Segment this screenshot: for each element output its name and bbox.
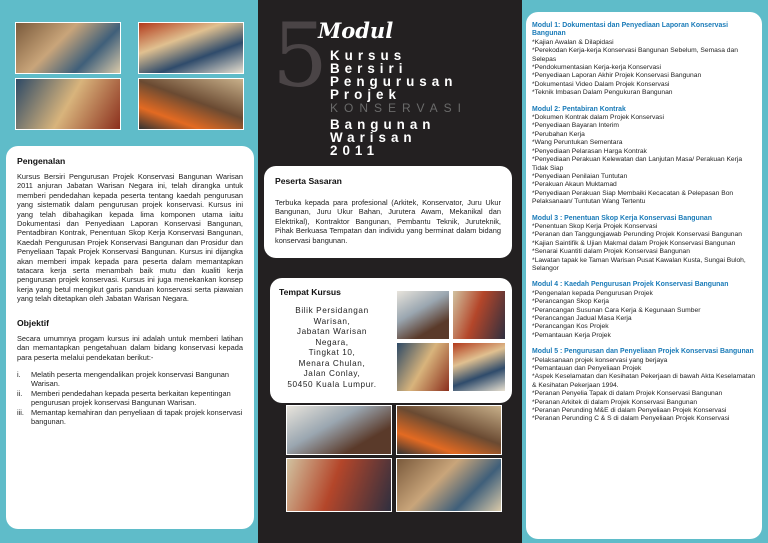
title-line: Bangunan <box>330 117 436 132</box>
list-item: *Wang Peruntukan Sementara <box>532 139 623 147</box>
list-item: ii. Memberi pendedahan kepada peserta berkaitan kepentingan pengurusan projek konservasi Bangunan Warisan. <box>17 388 231 408</box>
course-title-block <box>268 4 518 168</box>
modul-label: Modul <box>318 18 394 43</box>
course-photo <box>286 458 392 512</box>
module-section <box>532 106 756 207</box>
list-item: *Pemantauan dan Penyeliaan Projek <box>532 365 642 373</box>
course-photo <box>396 458 502 512</box>
list-item: *Aspek Keselamatan dan Kesihatan Pekerjaan di bawah Akta Keselamatan & Kesihatan Pekerjaan 1994. <box>532 373 756 389</box>
tempat-card <box>270 278 512 403</box>
list-item: *Kajian Saintifik & Ujian Makmal dalam Projek Konservasi Bangunan <box>532 239 736 247</box>
peserta-card <box>264 166 512 258</box>
list-item: *Penyediaan Perakuan Kelewatan dan Lanjutan Masa/ Perakuan Kerja Tidak Siap <box>532 156 743 172</box>
title-line: 2011 <box>330 143 380 158</box>
list-item: *Kajian Awalan & Dilapidasi <box>532 38 614 46</box>
list-item: *Perancangan Jadual Masa Kerja <box>532 315 632 322</box>
list-item: *Peranan Arkitek di dalam Projek Konservasi Bangunan <box>532 398 698 406</box>
tempat-title: Tempat Kursus <box>279 287 341 297</box>
title-line: Pengurusan <box>330 74 458 89</box>
pengenalan-title: Pengenalan <box>17 156 66 166</box>
title-line: Bersiri <box>330 61 408 76</box>
list-item: iii. Memantap kemahiran dan penyeliaan di tapak projek konservasi bangunan. <box>17 407 243 426</box>
list-item: *Pelaksanaan projek konservasi yang berjaya <box>532 356 668 364</box>
venue-photo <box>452 342 506 392</box>
list-item: *Perancangan Kos Projek <box>532 323 609 331</box>
module-title: Modul 5 : Pengurusan dan Penyeliaan Projek Konservasi Bangunan <box>532 348 754 356</box>
list-item: *Dokumentasi Video Dalam Projek Konservasi <box>532 80 670 88</box>
module-section <box>532 348 756 424</box>
venue-photo <box>396 342 450 392</box>
course-photo <box>15 78 121 130</box>
list-item: *Penyediaan Perakuan Siap Membaiki Kecacatan & Pelepasan Bon Pelaksanaan/ Tuntutan Wang Tertentu <box>532 189 734 206</box>
list-item: *Perekodan Kerja-kerja Konservasi Bangunan Sebelum, Semasa dan Selepas <box>532 47 738 63</box>
course-photo <box>286 405 392 455</box>
peserta-title: Peserta Sasaran <box>275 176 342 186</box>
module-title: Modul 3 : Penentuan Skop Kerja Konservasi Bangunan <box>532 214 712 222</box>
venue-photo <box>396 290 450 340</box>
module-title: Modul 1: Dokumentasi dan Penyediaan Laporan Konservasi Bangunan <box>532 22 729 38</box>
module-title: Modul 2: Pentabiran Kontrak <box>532 105 626 113</box>
objektif-body: Secara umumnya progam kursus ini adalah untuk memberi latihan dan memantapkan pengetahuan dalam bidang konservasi kepada para peserta melalui pendekatan berikut:- <box>17 333 243 362</box>
list-item: *Lawatan tapak ke Taman Warisan Pusat Kawalan Kusta, Sungai Buloh, Selangor <box>532 256 746 272</box>
list-item: *Peranan dan Tanggungjawab Perunding Projek Konservasi Bangunan <box>532 231 742 239</box>
list-item: *Pemantauan Kerja Projek <box>532 331 611 339</box>
list-item: *Teknik Imbasan Dalam Pengukuran Bangunan <box>532 89 673 97</box>
module-section <box>532 215 756 274</box>
course-photo <box>15 22 121 74</box>
pengenalan-card <box>6 146 254 529</box>
course-photo <box>138 22 244 74</box>
module-number: 5 <box>272 4 328 107</box>
list-item: *Pendokumentasian Kerja-kerja Konservasi <box>532 64 661 72</box>
list-item: *Penyediaan Laporan Akhir Projek Konservasi Bangunan <box>532 72 702 80</box>
peserta-body: Terbuka kepada para profesional (Arkitek, Konservator, Juru Ukur Bangunan, Juru Ukur Bahan, Jurutera Awam, Mekanikal dan Elektrikal), Kontraktor Bangunan, Pembantu Teknik, Juruteknik, Pihak Berkuasa Tempatan dan individu yang berminat dalam bidang konservasi bangunan. <box>275 198 501 245</box>
objektif-list <box>17 370 243 426</box>
list-item: *Senarai Kuantiti dalam Projek Konservasi Bangunan <box>532 248 690 256</box>
list-item: *Peranan Perunding C & S di dalam Penyeliaan Projek Konservasi <box>532 415 730 423</box>
list-item: *Peranan Penyelia Tapak di dalam Projek Konservasi Bangunan <box>532 390 723 398</box>
list-item: *Perubahan Kerja <box>532 130 585 138</box>
list-item: *Penentuan Skop Kerja Projek Konservasi <box>532 222 658 230</box>
list-item: *Penyediaan Penilaian Tuntutan <box>532 172 628 180</box>
list-item: *Penyediaan Bayaran Interim <box>532 122 619 130</box>
list-item: *Penyediaan Pelarasan Harga Kontrak <box>532 147 647 155</box>
course-photo <box>138 78 244 130</box>
konservasi-label: KONSERVASI <box>330 101 467 115</box>
modules-card <box>526 12 762 539</box>
venue-photo <box>452 290 506 340</box>
list-item: *Perakuan Akaun Muktamad <box>532 181 617 189</box>
module-section <box>532 281 756 340</box>
list-item: *Perancangan Susunan Cara Kerja & Kegunaan Sumber <box>532 306 701 314</box>
list-item: *Peranan Perunding M&E di dalam Penyeliaan Projek Konservasi <box>532 407 727 415</box>
module-section <box>532 22 756 98</box>
list-item: i. Melatih peserta mengendalikan projek konservasi Bangunan Warisan. <box>17 369 230 389</box>
module-title: Modul 4 : Kaedah Pengurusan Projek Konservasi Bangunan <box>532 281 729 289</box>
course-photo <box>396 405 502 455</box>
list-item: *Pengenalan kepada Pengurusan Projek <box>532 289 653 297</box>
objektif-title: Objektif <box>17 317 49 328</box>
pengenalan-body: Kursus Bersiri Pengurusan Projek Konservasi Bangunan Warisan 2011 anjuran Jabatan Warisan Negara ini, telah dirangka untuk memberi pendedahan kepada peserta tentang kaedah pengurusan yang sistematik dalam pengurusan projek konservasi. Kursus ini yang telah dibahagikan kepada lima komponen utama iaitu Dokumentasi dan Penyediaan Laporan Konservasi Bangunan, Pentadbiran Kontrak, Penentuan Skop Kerja Konservasi Bangunan, Kaedah Pengurusan Projek Konservasi Bangunan dan Prosidur dan Penyeliaan Tapak Projek Konservasi Bangunan. Kursus ini dijangka akan memberi impak kepada para peserta dalam memantapkan tatacara kerja serta menambah baik mutu dan kualiti kerja pengurusan projek konservasi. Kursus ini juga menekankan konsep kerja yang betul mengikut garis panduan konservasi serta piawaian yang telah ditetapkan oleh Jabatan Warisan Negara. <box>17 172 243 304</box>
tempat-address: Bilik Persidangan Warisan, Jabatan Warisan Negara, Tingkat 10, Menara Chulan, Jalan Conlay, 50450 Kuala Lumpur. <box>287 306 377 389</box>
title-line: Projek <box>330 87 401 102</box>
list-item: *Dokumen Kontrak dalam Projek Konservasi <box>532 114 664 122</box>
title-line: Kursus <box>330 48 407 63</box>
title-line: Warisan <box>330 130 417 145</box>
list-item: *Perancangan Skop Kerja <box>532 298 609 306</box>
